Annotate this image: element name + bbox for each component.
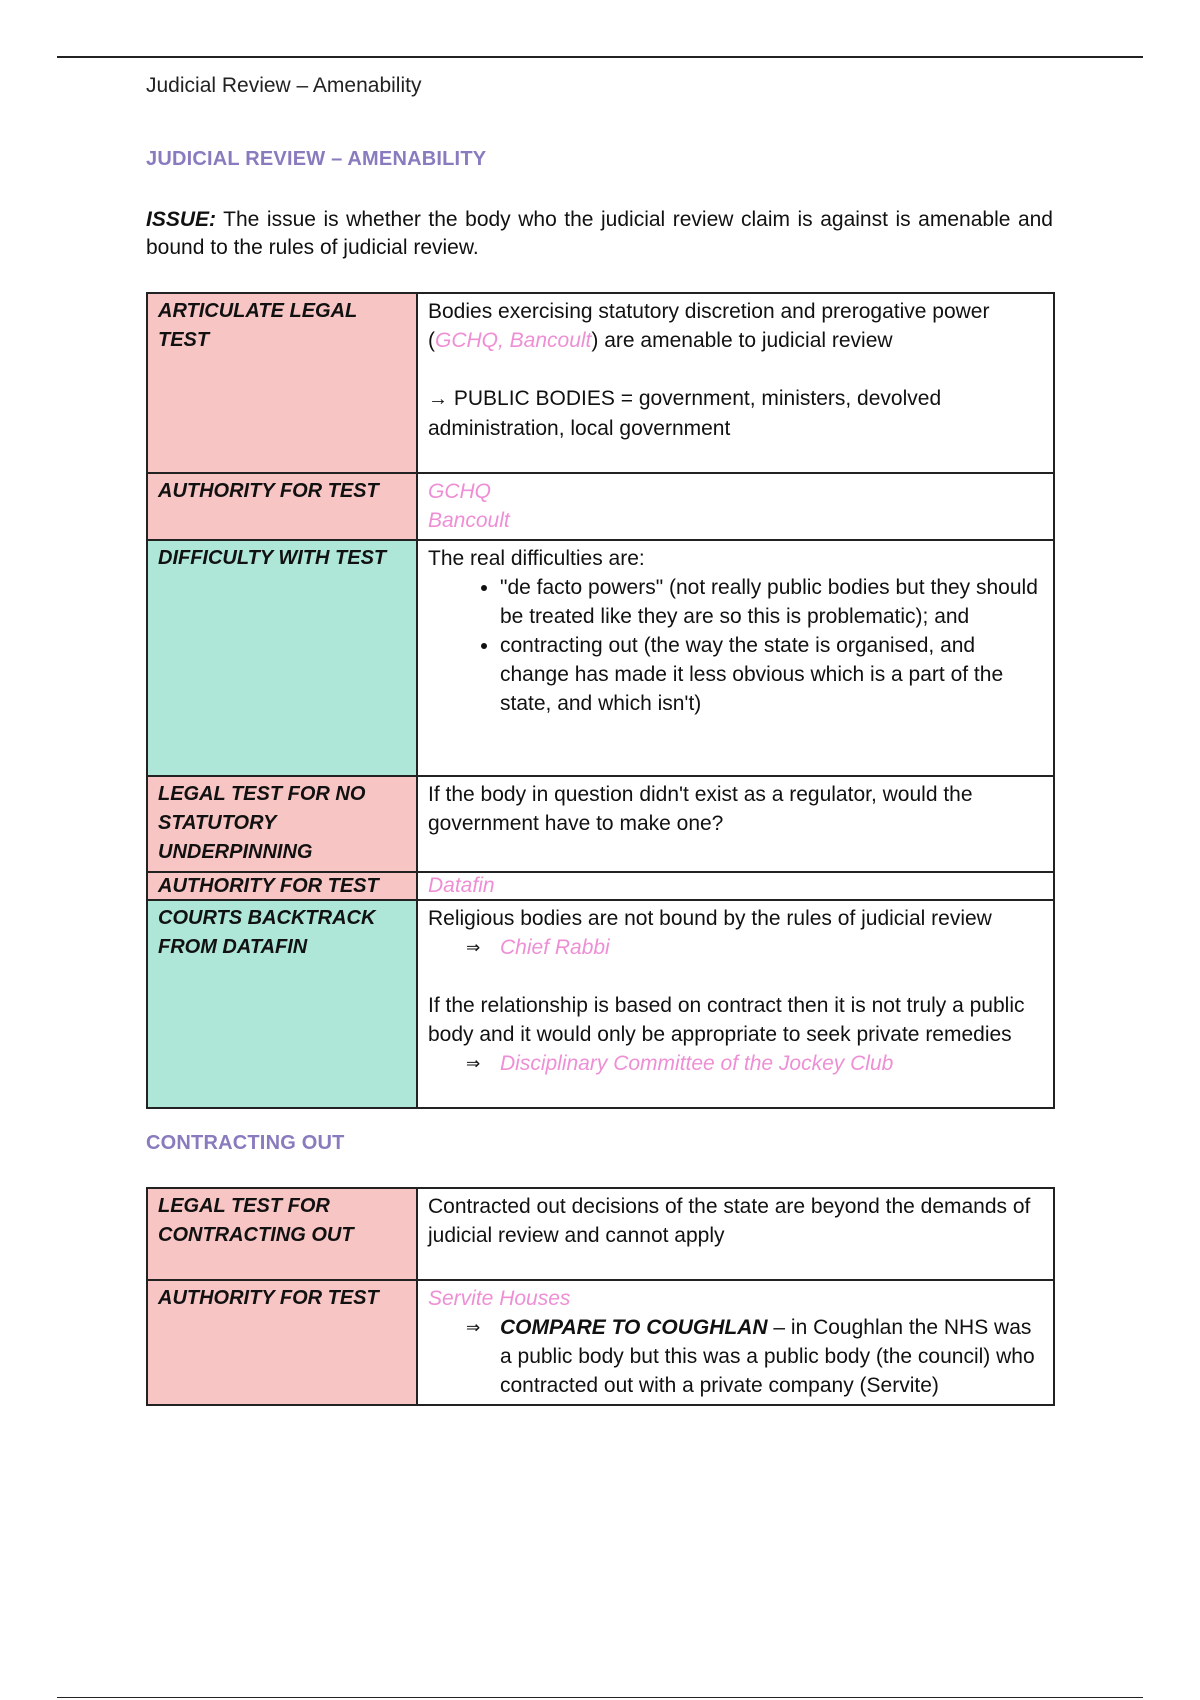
cell-legal-test-contracting-out: Contracted out decisions of the state are beyond the demands of judicial review and cannot apply: [417, 1188, 1054, 1280]
cell-authority-contracting-out: [417, 1280, 1054, 1405]
implies-arrow-icon: ⇒: [466, 1054, 481, 1073]
compare-coughlan: [428, 1313, 1043, 1400]
case-datafin: Datafin: [428, 874, 495, 897]
public-bodies-definition: PUBLIC BODIES = government, ministers, devolved administration, local government: [428, 387, 942, 440]
row-articulate-legal-test: [147, 293, 1054, 473]
section-heading-amenability: JUDICIAL REVIEW – AMENABILITY: [146, 148, 487, 170]
compare-coughlan-detail: – in Coughlan the NHS was a public body but this was a public body (the council) who contracted out with a private company (Servite): [500, 1316, 1035, 1397]
label-authority-for-test-1: AUTHORITY FOR TEST: [147, 473, 417, 540]
label-authority-contracting-out: AUTHORITY FOR TEST: [147, 1280, 417, 1405]
running-head: Judicial Review – Amenability: [146, 74, 422, 97]
label-legal-test-contracting-out: LEGAL TEST FOR CONTRACTING OUT: [147, 1188, 417, 1280]
issue-label: ISSUE:: [146, 208, 217, 231]
implies-arrow-icon: ⇒: [466, 1318, 481, 1337]
footer-rule: [57, 1697, 1143, 1698]
issue-paragraph: [146, 206, 1053, 262]
row-courts-backtrack: [147, 900, 1054, 1108]
label-courts-backtrack: COURTS BACKTRACK FROM DATAFIN: [147, 900, 417, 1108]
contracting-out-table: [146, 1187, 1055, 1406]
implies-jockey-club: [428, 1049, 1043, 1078]
row-difficulty-with-test: [147, 540, 1054, 776]
label-difficulty-with-test: DIFFICULTY WITH TEST: [147, 540, 417, 776]
case-gchq-bancoult: GCHQ, Bancoult: [435, 329, 592, 352]
cell-authority-for-test-2: [417, 872, 1054, 900]
case-jockey-club: Disciplinary Committee of the Jockey Club: [500, 1052, 894, 1075]
difficulty-item-contracting-out: • contracting out (the way the state is organised, and change has made it less obvious which is a part of the state, and which isn't): [500, 631, 1043, 718]
religious-bodies-text: Religious bodies are not bound by the rules of judicial review: [428, 907, 992, 930]
difficulty-intro: The real difficulties are:: [428, 547, 645, 570]
case-chief-rabbi: Chief Rabbi: [500, 936, 610, 959]
issue-text: The issue is whether the body who the judicial review claim is against is amenable and bound to the rules of judicial review.: [146, 208, 1053, 259]
compare-coughlan-text: [500, 1313, 1043, 1400]
articulate-text: [428, 297, 1043, 355]
row-authority-contracting-out: [147, 1280, 1054, 1405]
row-no-statutory-underpinning: [147, 776, 1054, 872]
row-authority-for-test-1: [147, 473, 1054, 540]
implies-chief-rabbi: [428, 933, 1043, 962]
difficulty-list: [428, 573, 1043, 718]
header-rule: [57, 56, 1143, 58]
cell-courts-backtrack: [417, 900, 1054, 1108]
label-articulate-legal-test: ARTICULATE LEGAL TEST: [147, 293, 417, 473]
contract-relationship-text: If the relationship is based on contract then it is not truly a public body and it would only be appropriate to seek private remedies: [428, 994, 1025, 1046]
row-authority-for-test-2: [147, 872, 1054, 900]
section-heading-contracting-out: CONTRACTING OUT: [146, 1132, 345, 1154]
cell-articulate-legal-test: [417, 293, 1054, 473]
implies-arrow-icon: ⇒: [466, 938, 481, 957]
articulate-text-b: ) are amenable to judicial review: [591, 329, 893, 352]
case-gchq: GCHQ: [428, 480, 491, 503]
amenability-table: [146, 292, 1055, 1109]
right-arrow-icon: →: [428, 388, 448, 410]
case-bancoult: Bancoult: [428, 509, 510, 532]
compare-coughlan-label: COMPARE TO COUGHLAN: [500, 1316, 768, 1339]
difficulty-item-de-facto: • "de facto powers" (not really public bodies but they should be treated like they are so this is problematic); and: [500, 573, 1043, 631]
cell-difficulty-with-test: [417, 540, 1054, 776]
label-no-statutory-underpinning: LEGAL TEST FOR NO STATUTORY UNDERPINNING: [147, 776, 417, 872]
articulate-text-a: Bodies exercising statutory discretion and prerogative power (: [428, 300, 990, 352]
public-bodies-text: [428, 384, 1043, 443]
label-authority-for-test-2: AUTHORITY FOR TEST: [147, 872, 417, 900]
cell-authority-for-test-1: [417, 473, 1054, 540]
row-legal-test-contracting-out: [147, 1188, 1054, 1280]
case-servite-houses: Servite Houses: [428, 1287, 571, 1310]
cell-no-statutory-underpinning: If the body in question didn't exist as a regulator, would the government have to make one?: [417, 776, 1054, 872]
